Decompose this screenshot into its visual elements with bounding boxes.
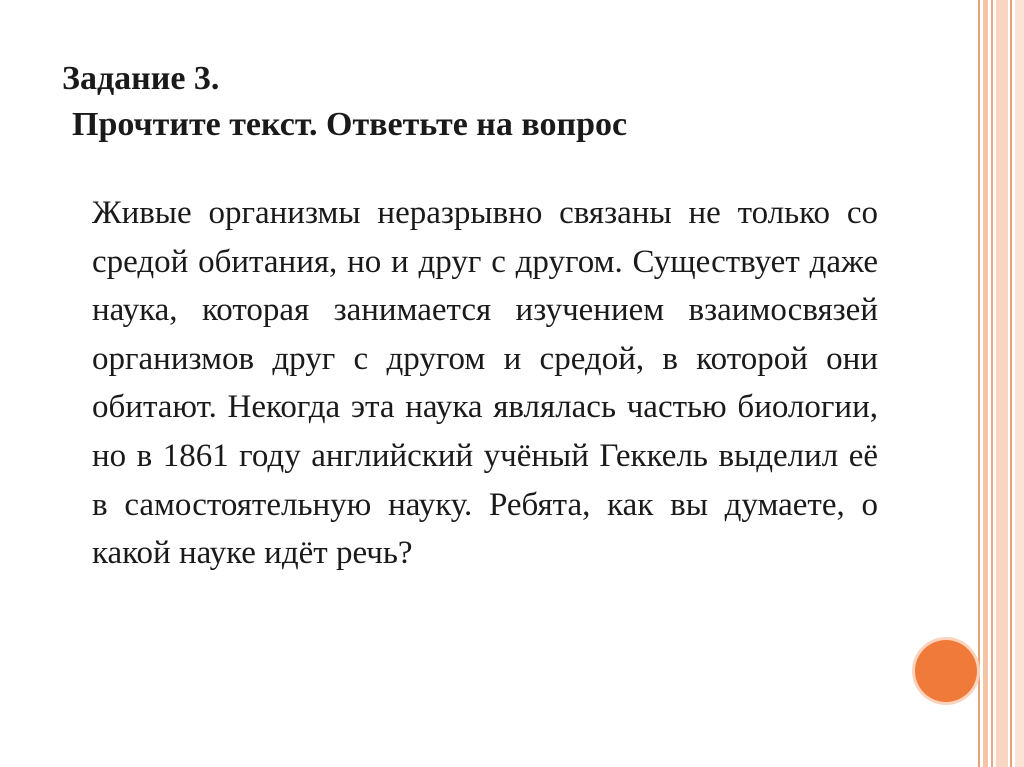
decorative-stripe <box>996 0 1008 767</box>
title-line-instruction: Прочтите текст. Ответьте на вопрос <box>72 106 628 143</box>
decorative-stripe <box>978 0 980 767</box>
decorative-stripe <box>991 0 993 767</box>
title-line-task: Задание 3. <box>62 60 220 97</box>
orange-circle-decoration <box>915 640 977 702</box>
decorative-stripe <box>1010 0 1012 767</box>
body-text: Живые организмы неразрывно связаны не только со средой обитания, но и друг с другом. Существует даже наука, которая занимается изучением взаимосвязей организмов друг с другом и средой, в которой они обитают. Некогда эта наука являлась частью биологии, но в 1861 году английский учёный Геккель выделил её в самостоятельную науку. Ребята, как вы думаете, о какой науке идёт речь? <box>92 195 878 572</box>
decorative-stripe <box>1015 0 1024 767</box>
slide-title <box>62 56 942 148</box>
decorative-stripe <box>983 0 988 767</box>
